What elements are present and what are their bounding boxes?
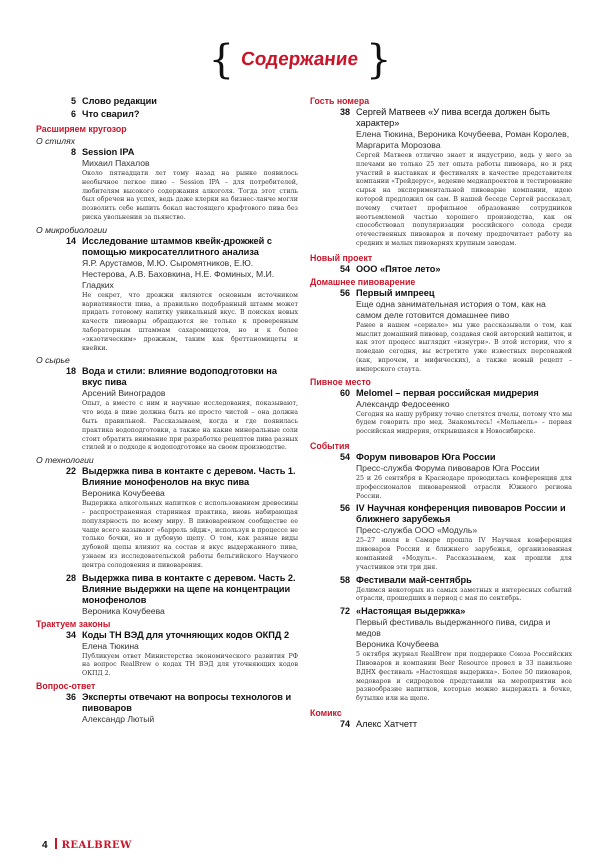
toc-entry[interactable] [310, 575, 572, 605]
entry-title: Алекс Хатчетт [356, 718, 418, 729]
entry-title: «Настоящая выдержка» [356, 606, 466, 617]
entry-description: Сергей Матвеев отлично знает и индустрию, ведь у него за плечами не только 25 лет опыта работы пивовара, но и ряд участий в выставках и фестивалях в качестве представителя компании «Трейдерус», ведение медиапроектов и тестирование сырья на экспериментальной пивоварне компании, идею которой предложил он сам. В нашей беседе Сергей рассказал, почему считает профильное образование сотрудников неотъемлемой частью хорошего производства, как он способствовал популяризации российского солода среди отечественных пивоваров и почему предпочитает работу на средних и малых пивоварнях крупным заводам. [356, 152, 572, 247]
toc-entry[interactable] [310, 606, 572, 704]
entry-author: Пресс-служба ООО «Модуль» [356, 525, 478, 536]
entry-title: Первый импреец [356, 287, 435, 298]
toc-entry[interactable] [36, 236, 298, 354]
toc-entry[interactable] [36, 630, 298, 679]
page-footer [42, 838, 132, 851]
subsection-label: О технологии [36, 455, 94, 466]
entry-description: Не секрет, что дрожжи являются основным источником вариативности пива, а правильно подобранный штамм может придать готовому напитку уникальный вкус. В поисках новых качеств пивовары обращаются не только к проверенным лабораторным штаммам сахаромицетов, но и к более «экзотическим» дрожжам, таким как бреттаномицеты и квейки. [82, 291, 298, 352]
right-brace: } [365, 37, 392, 83]
entry-title: Форум пивоваров Юга России [356, 451, 496, 462]
toc-entry[interactable] [310, 719, 572, 730]
toc-entry[interactable] [36, 109, 298, 120]
entry-description: Сегодня на нашу рубрику точно слетятся пчелы, потому что мы будем говорить про мед. Знакомьтесь! «Мельмель» – первая российская мидрерия, открывшаяся в Новосибирске. [356, 410, 572, 436]
entry-author: Елена Тюкина, Вероника Кочубеева, Роман Королев, Маргарита Морозова [356, 129, 570, 150]
entry-title: Melomel – первая российская мидрерия [356, 387, 539, 398]
page-title: Содержание [240, 49, 360, 70]
toc-entry[interactable] [36, 692, 298, 725]
page-ref: 28 [65, 572, 76, 583]
subsection-label: О сырье [36, 355, 70, 366]
entry-description: 25–27 июля в Самаре прошла IV Научная конференция пивоваров России и ближнего зарубежья, организованная компанией «Модуль». Рассказываем, как прошли для участников эти три дня. [356, 537, 572, 571]
page-title-block [0, 37, 600, 83]
entry-author: Пресс-служба Форума пивоваров Юга России [356, 462, 540, 473]
page-ref: 36 [65, 691, 76, 702]
toc-entry[interactable] [310, 288, 572, 375]
page-ref: 72 [339, 606, 350, 617]
entry-author: Александр Федосеенко [356, 398, 450, 409]
footer-divider [55, 838, 57, 849]
toc-entry[interactable] [36, 96, 298, 107]
left-brace: { [208, 37, 235, 83]
entry-title: Session IPA [82, 147, 135, 157]
entry-author: Вероника Кочубеева [82, 605, 165, 616]
page-ref: 38 [339, 107, 350, 117]
page-ref: 18 [65, 366, 76, 377]
entry-author: Вероника Кочубеева [82, 488, 165, 499]
entry-title: Коды ТН ВЭД для уточняющих кодов ОКПД 2 [82, 629, 290, 640]
entry-description: Около пятнадцати лет тому назад на рынке появилось необычное легкое пиво – Session IPA – для потребителей, любителям высокого содержания алкоголя. Тогда этот стиль был обречен на успех, ведь даже клерки на бизнес-ланче могли позволить себе выпить бокал настоящего крафтового пива без риска увольнения за пьянство. [82, 170, 298, 221]
right-column [310, 96, 572, 732]
section-rubric: Комикс [310, 707, 342, 718]
entry-title: Эксперты отвечают на вопросы технологов и пивоваров [82, 691, 292, 713]
page-ref: 54 [339, 451, 350, 462]
entry-author: Первый фестиваль выдержанного пива, сидра и медов [356, 617, 551, 639]
entry-title: Сергей Матвеев «У пива всегда должен быть характер» [356, 107, 550, 128]
section-rubric: Трактуем законы [36, 618, 111, 629]
entry-title: Вода и стили: влияние водоподготовки на вкус пива [82, 366, 277, 388]
toc-entry[interactable] [310, 503, 572, 572]
entry-description: Выдержка алкогольных напитков с использованием древесины – распространенная старинная практика, вновь набирающая популярность по всему миру. В пивоваренном сообществе ее чаще всего называют «баррель эйдж», используя в процессе не только бочки, но и дубовую щепу. О том, как разные виды дубовой щепы влияют на состав и вкус выдержанного пива, узнаем из исследовательской работы бельгийского Научного центра солодовения и пивоварения. [82, 500, 298, 569]
page-ref: 22 [65, 466, 76, 477]
entry-author: Александр Лютый [82, 713, 155, 724]
page-ref: 34 [65, 629, 76, 640]
page-ref: 60 [339, 387, 350, 398]
toc-entry[interactable] [36, 366, 298, 453]
section-rubric: Гость номера [310, 96, 370, 106]
subsection-label: О микробиологии [36, 224, 107, 235]
section-rubric: Домашнее пивоварение [310, 276, 416, 287]
entry-title: Слово редакции [82, 96, 157, 106]
page-ref: 6 [70, 109, 76, 119]
entry-author: Еще одна занимательная история о том, как на самом деле готовится домашнее пиво [356, 298, 546, 320]
page-ref: 5 [70, 96, 76, 106]
section-rubric: Пивное место [310, 376, 371, 387]
entry-title: Что сварил? [82, 109, 140, 119]
toc-entry[interactable] [310, 264, 572, 275]
entry-title: ООО «Пятое лето» [356, 263, 441, 274]
page-ref: 54 [339, 263, 350, 274]
entry-description: 25 и 26 сентября в Краснодаре проводилась конференция для профессионалов пивоваренной отрасли Южного региона России. [356, 474, 572, 500]
subsection-label: О стилях [36, 136, 76, 146]
entry-author: Я.Р. Арустамов, М.Ю. Сыромятников, Е.Ю. Нестерова, А.В. Баховкина, Н.Е. Фоминых, М.И. Гладких [82, 257, 275, 290]
page-ref: 14 [65, 235, 76, 246]
entry-author: Михаил Пахалов [82, 158, 150, 168]
entry-author: Арсений Виноградов [82, 388, 166, 399]
page-number: 4 [42, 840, 48, 851]
toc-entry[interactable] [36, 147, 298, 223]
page-ref: 56 [339, 503, 350, 514]
entry-description: Опыт, а вместе с ним и научные исследования, показывают, что вода в пиве должна быть не просто чистой – она должна быть правильной. Рассказываем, когда и где появилась практика водоподготовки, а также на какие минеральные соли стоит обратить внимание при разработке рецептов пива разных стилей и о подходе к водоподготовке на своем производстве. [82, 400, 298, 452]
toc-entry[interactable] [36, 466, 298, 570]
entry-author: Елена Тюкина [82, 640, 139, 651]
section-rubric: Новый проект [310, 252, 373, 263]
toc-entry[interactable] [310, 388, 572, 437]
entry-title: Исследование штаммов квейк-дрожжей с помощью микросателлитного анализа [82, 235, 272, 257]
entry-description: Делимся некоторых из самых заметных и интересных событий отрасли, прошедших в период с мая по сентябрь. [356, 586, 572, 603]
entry-description: Ранее в нашем «сериале» мы уже рассказывали о том, как мыслит домашний пивовар, создавая свой авторский напиток, и как этот процесс выглядит «изнутри». В этой истории, что я поведаю сегодня, вы встретите уже известных персонажей (как, впрочем, и мифических), а также новый рецепт – имперского стаута. [356, 321, 572, 373]
page-ref: 56 [339, 287, 350, 298]
toc-entry[interactable] [36, 573, 298, 617]
section-rubric: События [310, 440, 350, 451]
left-column [36, 96, 298, 727]
page-ref: 58 [339, 574, 350, 585]
section-rubric: Расширяем кругозор [36, 124, 127, 134]
entry-title: Выдержка пива в контакте с деревом. Часть 2. Влияние выдержки на щепе на концентрации монофенолов [82, 572, 296, 605]
entry-title: Выдержка пива в контакте с деревом. Часть 1. Влияние монофенолов на вкус пива [82, 466, 296, 488]
entry-description: Публикуем ответ Министерства экономического развития РФ на вопрос RealBrew о кодах ТН ВЭД для уточняющих кодов ОКПД 2. [82, 652, 298, 678]
magazine-logo: REALBREW [61, 840, 132, 851]
entry-title: Фестивали май-сентябрь [356, 574, 472, 585]
section-rubric: Вопрос-ответ [36, 680, 96, 691]
page-ref: 8 [70, 147, 76, 157]
toc-entry[interactable] [310, 107, 572, 249]
entry-author: Вероника Кочубеева [356, 639, 439, 650]
entry-description: 5 октября журнал RealBrew при поддержке Союза Российских Пивоваров и компании Beer Resource провел в 33 павильоне ВДНХ фестиваль «Настоящая выдержка». Более 50 пивоваров, медоваров и сидроделов представили на мероприятии все разнообразие напитков, которые можно выдержать в бочке, бутылке или на щепе. [356, 651, 572, 703]
page-ref: 74 [339, 718, 350, 729]
toc-entry[interactable] [310, 452, 572, 501]
entry-title: IV Научная конференция пивоваров России и ближнего зарубежья [356, 503, 566, 525]
